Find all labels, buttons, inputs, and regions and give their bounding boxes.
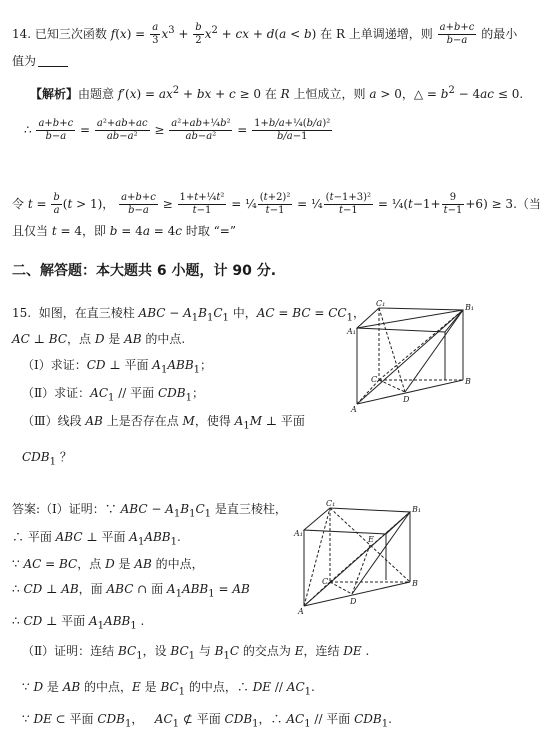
q14-analysis-line3: 令 t = $\frac{b}{a}$ (t > 1)， $\frac{a+b+c}{b-a}$ ≥ $\frac{\text{1+t+¼t²}}{t-1}$ = ¼ $\frac{\text{(t+2)²}}{t-1}$ = ¼ $\frac{\text{(t−1+3)²}}{t-1}$ = ¼(t−1+ $\frac{9}{t-1}$ +6) ≥ 3.（当 xyxy=(12,192,541,216)
q14-analysis-line4: 且仅当 t = 4，即 b = 4a = 4c 时取 “=” xyxy=(12,224,236,238)
label-C: C xyxy=(322,577,329,586)
analysis-label: 【解析】 xyxy=(30,87,79,101)
q14-stem-line2: 值为 xyxy=(12,52,68,70)
label-E: E xyxy=(368,535,374,544)
label-D: D xyxy=(403,395,410,404)
prism-figure-2 xyxy=(292,498,422,618)
section-title: 二、解答题：本大题共 6 小题，计 90 分. xyxy=(12,263,277,279)
q14-stem-mid: 在 R 上单调递增，则 xyxy=(320,27,433,41)
q15-line1: 15. 如图，在直三棱柱 ABC − $A_1B_1C_1$ 中，AC = BC = $CC_1$， xyxy=(12,306,365,324)
prism-figure-1 xyxy=(345,298,475,418)
answer-line2: ∴ 平面 ABC ⊥ 平面 $A_1ABB_1$. xyxy=(12,530,181,548)
label-B: B xyxy=(465,377,471,386)
q14-analysis-line1: 【解析】由题意 $f'(x) = ax^2$ + bx + c ≥ 0 在 R 上恒成立，则 a > 0，△ = $b^2 - 4ac \le 0$. xyxy=(30,85,524,101)
answer-line4: ∴ CD ⊥ AB，面 ABC ∩ 面 $A_1ABB_1$ = AB xyxy=(12,582,250,600)
label-A: A xyxy=(351,405,357,414)
q15-part1: （Ⅰ）求证：CD ⊥ 平面 $A_1ABB_1$； xyxy=(22,358,213,376)
q14-ratio: $\frac{a+b+c}{b-a}$ xyxy=(439,22,475,46)
answer-blank xyxy=(38,54,68,67)
q14-number: 14. xyxy=(12,27,32,41)
answer-line3: ∵ AC = BC，点 D 是 AB 的中点， xyxy=(12,557,204,571)
q15-part2: （Ⅱ）求证：$AC_1$ // 平面 $CDB_1$； xyxy=(22,386,204,404)
answer-line1: 答案:（Ⅰ）证明：∵ ABC − $A_1B_1C_1$ 是直三棱柱， xyxy=(12,502,287,520)
label-A: A xyxy=(298,607,304,616)
label-D: D xyxy=(350,597,357,606)
q14-analysis-line2: ∴ $\frac{a+b+c}{b-a}$ = $\frac{\text{a²+ab+ac}}{\text{ab−a²}}$ ≥ $\frac{\text{a²+ab+¼b²}}{\text{ab−a²}}$ = $\frac{\text{1+b/a+¼(b/a)²}}{b/a-1}$ xyxy=(24,118,331,142)
q15-part3b: $CDB_1$ ？ xyxy=(22,450,72,468)
answer-line8: ∵ DE ⊂ 平面 $CDB_1$， $AC_1$ ⊄ 平面 $CDB_1$，∴ $AC_1$ // 平面 $CDB_1$. xyxy=(22,712,392,730)
q14-stem: 14. 已知三次函数 f(x) = $\frac{a}{3}$ $x^3$ + $\frac{b}{2}$ $x^2$ + cx + d(a < b) 在 R 上单调递增，则 $\frac{a+b+c}{b-a}$ 的最小 xyxy=(12,22,518,46)
q15-line2: AC ⊥ BC，点 D 是 AB 的中点. xyxy=(12,332,186,346)
label-B1: B₁ xyxy=(412,505,422,514)
label-C1: C₁ xyxy=(376,299,386,308)
q14-stem-post: 的最小 xyxy=(481,27,518,41)
answer-line7: ∵ D 是 AB 的中点，E 是 $BC_1$ 的中点，∴ DE // $AC_1$. xyxy=(22,680,315,698)
label-A1: A₁ xyxy=(294,529,303,538)
q14-function: f xyxy=(110,27,116,41)
label-A1: A₁ xyxy=(347,327,356,336)
answer-line5: ∴ CD ⊥ 平面 $A_1ABB_1$ . xyxy=(12,614,145,632)
label-B1: B₁ xyxy=(465,303,475,312)
q15-part3: （Ⅲ）线段 AB 上是否存在点 M，使得 $A_1M$ ⊥ 平面 xyxy=(22,414,305,432)
answer-line6: （Ⅱ）证明：连结 $BC_1$，设 $BC_1$ 与 $B_1C$ 的交点为 E，连结 DE . xyxy=(22,644,370,662)
label-C: C xyxy=(371,375,378,384)
label-C1: C₁ xyxy=(326,499,336,508)
q14-stem-pre: 已知三次函数 xyxy=(34,27,107,41)
label-B: B xyxy=(412,579,418,588)
